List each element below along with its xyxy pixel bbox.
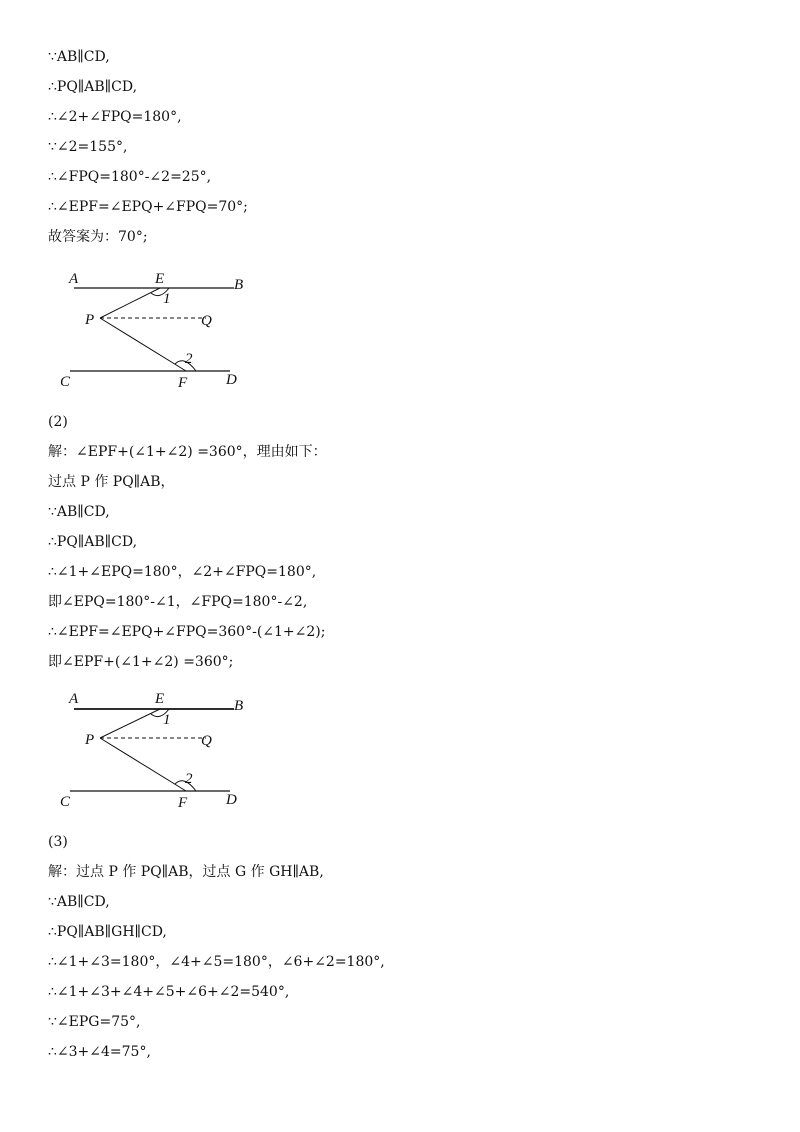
part3-line-4: ∴∠1+∠3=180°，∠4+∠5=180°，∠6+∠2=180°, [48, 954, 385, 970]
label-a: A [69, 271, 79, 287]
geometry-figure-1 [48, 262, 258, 392]
part3-line-5: ∴∠1+∠3+∠4+∠5+∠6+∠2=540°, [48, 984, 290, 1000]
part3-line-2: ∵AB∥CD, [48, 894, 110, 910]
label-f: F [178, 795, 188, 811]
part2-heading: (2) [48, 414, 68, 430]
segment-pe [100, 709, 160, 738]
label-f: F [178, 375, 188, 391]
part2-line-2: 过点 P 作 PQ∥AB， [48, 474, 175, 490]
label-d: D [226, 372, 237, 388]
label-a: A [69, 691, 79, 707]
part3-line-3: ∴PQ∥AB∥GH∥CD, [48, 924, 167, 940]
label-angle-1: 1 [163, 291, 171, 307]
label-c: C [60, 374, 71, 390]
part1-line-2: ∴PQ∥AB∥CD, [48, 79, 138, 95]
label-d: D [226, 792, 237, 808]
label-b: B [234, 277, 244, 293]
segment-pe [100, 288, 160, 318]
part1-line-6: ∴∠EPF=∠EPQ+∠FPQ=70°; [48, 199, 248, 215]
label-e: E [155, 271, 165, 287]
part2-line-4: ∴PQ∥AB∥CD, [48, 534, 138, 550]
part1-line-1: ∵AB∥CD, [48, 49, 110, 65]
part2-line-7: ∴∠EPF=∠EPQ+∠FPQ=360°-(∠1+∠2); [48, 624, 326, 640]
part2-line-3: ∵AB∥CD, [48, 504, 110, 520]
part3-line-1: 解：过点 P 作 PQ∥AB，过点 G 作 GH∥AB, [48, 864, 324, 880]
part1-line-4: ∵∠2=155°, [48, 139, 128, 155]
part3-line-6: ∵∠EPG=75°, [48, 1014, 141, 1030]
part2-line-1: 解：∠EPF+(∠1+∠2) =360°，理由如下： [48, 444, 327, 460]
label-q: Q [201, 313, 212, 329]
label-p: P [85, 312, 95, 328]
part3-line-7: ∴∠3+∠4=75°, [48, 1044, 151, 1060]
part3-heading: (3) [48, 834, 68, 850]
segment-pf [100, 318, 186, 371]
geometry-figure-2 [48, 682, 258, 812]
label-c: C [60, 794, 71, 810]
label-q: Q [201, 733, 212, 749]
label-p: P [85, 732, 95, 748]
part1-answer: 故答案为：70°; [48, 229, 148, 245]
label-angle-2: 2 [185, 771, 193, 787]
part2-line-5: ∴∠1+∠EPQ=180°，∠2+∠FPQ=180°, [48, 564, 317, 580]
label-e: E [155, 691, 165, 707]
part2-line-6: 即∠EPQ=180°-∠1，∠FPQ=180°-∠2, [48, 594, 308, 610]
label-angle-1: 1 [163, 712, 171, 728]
part2-line-8: 即∠EPF+(∠1+∠2) =360°; [48, 654, 234, 670]
label-b: B [234, 698, 244, 714]
part1-line-3: ∴∠2+∠FPQ=180°, [48, 109, 182, 125]
segment-pf [100, 738, 186, 791]
part1-line-5: ∴∠FPQ=180°-∠2=25°, [48, 169, 212, 185]
label-angle-2: 2 [185, 351, 193, 367]
